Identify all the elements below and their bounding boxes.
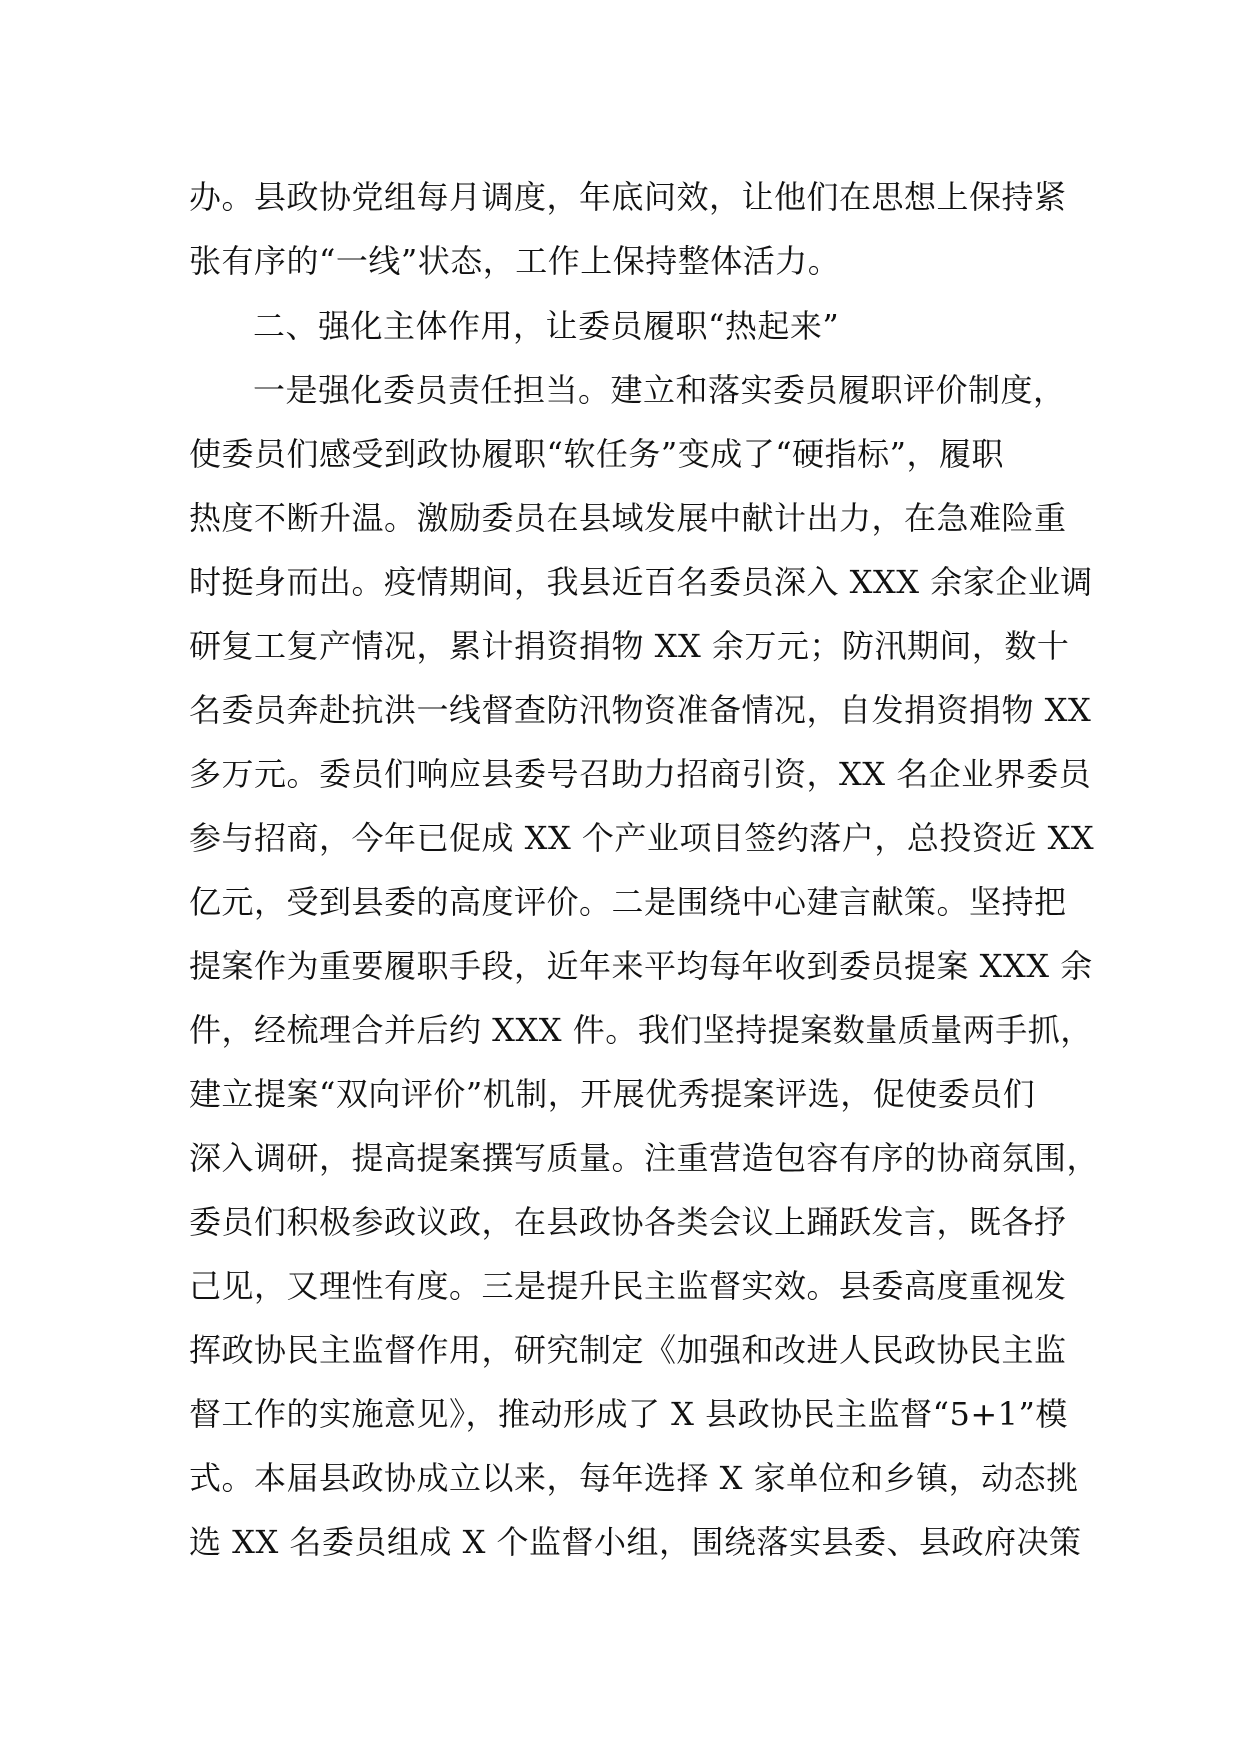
text-line: 挥政协民主监督作用，研究制定《加强和改进人民政协民主监 xyxy=(189,1331,1067,1369)
text-line: 提案作为重要履职手段，近年来平均每年收到委员提案 XXX 余 xyxy=(189,947,1093,985)
text-line: 使委员们感受到政协履职“软任务”变成了“硬指标”，履职 xyxy=(189,435,1004,473)
text-line: 件，经梳理合并后约 XXX 件。我们坚持提案数量质量两手抓， xyxy=(189,1011,1093,1049)
text-line: 一是强化委员责任担当。建立和落实委员履职评价制度， xyxy=(253,371,1066,409)
text-line: 选 XX 名委员组成 X 个监督小组，围绕落实县委、县政府决策 xyxy=(189,1523,1082,1561)
section-heading: 二、强化主体作用，让委员履职“热起来” xyxy=(253,307,840,345)
text-line: 建立提案“双向评价”机制，开展优秀提案评选，促使委员们 xyxy=(189,1075,1036,1113)
text-line: 督工作的实施意见》，推动形成了 X 县政协民主监督“5+1”模 xyxy=(189,1395,1068,1433)
text-line: 委员们积极参政议政，在县政协各类会议上踊跃发言，既各抒 xyxy=(189,1203,1067,1241)
text-line: 研复工复产情况，累计捐资捐物 XX 余万元；防汛期间，数十 xyxy=(189,627,1070,665)
text-line: 参与招商，今年已促成 XX 个产业项目签约落户，总投资近 XX xyxy=(189,819,1095,857)
text-line: 式。本届县政协成立以来，每年选择 X 家单位和乡镇，动态挑 xyxy=(189,1459,1079,1497)
text-line: 张有序的“一线”状态，工作上保持整体活力。 xyxy=(189,242,841,280)
text-line: 多万元。委员们响应县委号召助力招商引资，XX 名企业界委员 xyxy=(189,755,1092,793)
text-line: 热度不断升温。激励委员在县域发展中献计出力，在急难险重 xyxy=(189,499,1067,537)
text-line: 己见，又理性有度。三是提升民主监督实效。县委高度重视发 xyxy=(189,1267,1067,1305)
text-line: 深入调研，提高提案撰写质量。注重营造包容有序的协商氛围， xyxy=(189,1139,1100,1177)
text-line: 办。县政协党组每月调度，年底问效，让他们在思想上保持紧 xyxy=(189,178,1067,216)
text-line: 时挺身而出。疫情期间，我县近百名委员深入 XXX 余家企业调 xyxy=(189,563,1093,601)
text-line: 亿元，受到县委的高度评价。二是围绕中心建言献策。坚持把 xyxy=(189,883,1067,921)
text-line: 名委员奔赴抗洪一线督查防汛物资准备情况，自发捐资捐物 XX xyxy=(189,691,1092,729)
